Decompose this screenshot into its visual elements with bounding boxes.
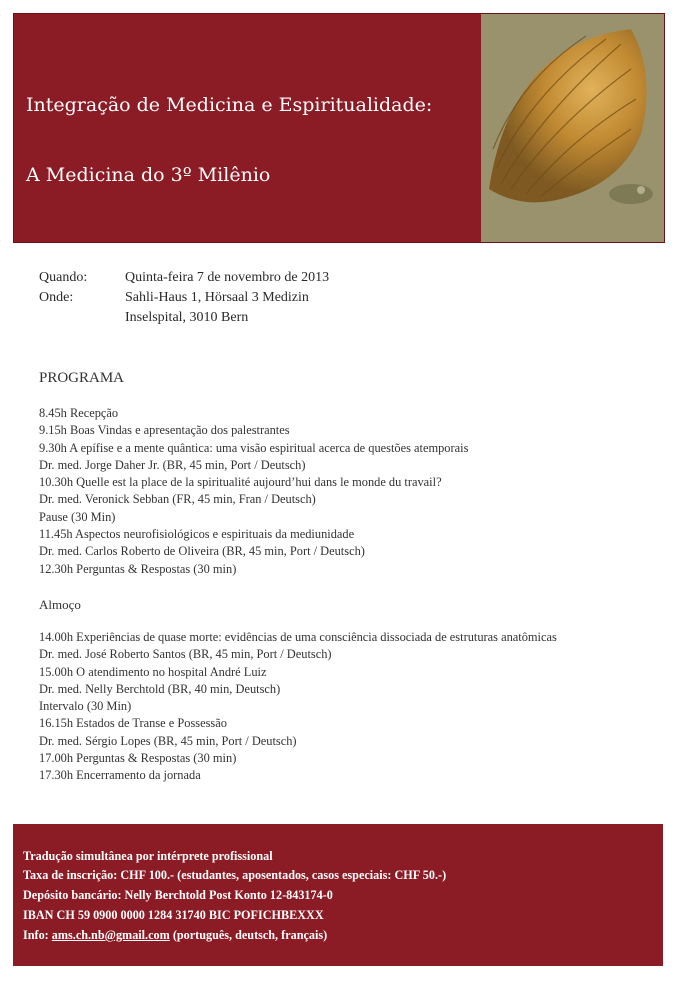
languages-note: (português, deutsch, français) — [172, 928, 328, 942]
when-value: Quinta-feira 7 de novembro de 2013 — [125, 270, 330, 285]
schedule-item: 17.30h Encerramento da jornada — [39, 768, 201, 783]
afternoon-schedule — [39, 629, 557, 785]
schedule-item: Dr. med. Sérgio Lopes (BR, 45 min, Port / Deutsch) — [39, 733, 297, 748]
schedule-item: 15.00h O atendimento no hospital André Luiz — [39, 664, 267, 679]
schedule-item: 12.30h Perguntas & Respostas (30 min) — [39, 561, 237, 576]
bank-deposit: Depósito bancário: Nelly Berchtold Post Konto 12-843174-0 — [23, 888, 333, 902]
schedule-item: 14.00h Experiências de quase morte: evidências de uma consciência dissociada de estruturas anatômicas — [39, 630, 557, 644]
lunch-label: Almoço — [39, 597, 81, 612]
where-line-2: Inselspital, 3010 Bern — [125, 310, 249, 325]
email-link[interactable]: ams.ch.nb@gmail.com — [51, 928, 170, 942]
schedule-item: Dr. med. José Roberto Santos (BR, 45 min, Port / Deutsch) — [39, 647, 332, 662]
schedule-item: 16.15h Estados de Transe e Possessão — [39, 716, 227, 731]
schedule-item: Dr. med. Jorge Daher Jr. (BR, 45 min, Port / Deutsch) — [39, 457, 306, 472]
header-banner — [13, 13, 665, 243]
golden-fossil-image — [481, 14, 664, 242]
translation-note: Tradução simultânea por intérprete profissional — [23, 849, 273, 863]
morning-schedule — [39, 405, 468, 578]
where-row-2 — [39, 310, 329, 330]
schedule-item: 11.45h Aspectos neurofisiológicos e espirituais da mediunidade — [39, 527, 355, 542]
header-artwork — [481, 14, 664, 242]
schedule-item: 8.45h Recepção — [39, 406, 119, 420]
event-info — [39, 270, 329, 330]
when-row — [39, 270, 329, 290]
iban-bic: IBAN CH 59 0900 0000 1284 31740 BIC POFICHBEXXX — [23, 908, 324, 922]
programa-heading: PROGRAMA — [39, 370, 125, 386]
schedule-item: Dr. med. Carlos Roberto de Oliveira (BR, 45 min, Port / Deutsch) — [39, 544, 365, 559]
title-line-1: Integração de Medicina e Espiritualidade: — [26, 94, 433, 116]
schedule-item: Intervalo (30 Min) — [39, 699, 132, 714]
schedule-item: 10.30h Quelle est la place de la spiritualité aujourd’hui dans le monde du travail? — [39, 475, 442, 490]
info-row — [23, 928, 327, 943]
schedule-item: 9.15h Boas Vindas e apresentação dos palestrantes — [39, 423, 290, 438]
where-row — [39, 290, 329, 310]
when-label: Quando: — [39, 270, 88, 285]
schedule-item: Pause (30 Min) — [39, 509, 116, 524]
registration-fee: Taxa de inscrição: CHF 100.- (estudantes, aposentados, casos especiais: CHF 50.-) — [23, 868, 447, 882]
title-line-2: A Medicina do 3º Milênio — [26, 164, 271, 186]
schedule-item: 17.00h Perguntas & Respostas (30 min) — [39, 751, 237, 766]
where-label: Onde: — [39, 290, 74, 305]
schedule-item: Dr. med. Veronick Sebban (FR, 45 min, Fran / Deutsch) — [39, 492, 316, 507]
where-line-1: Sahli-Haus 1, Hörsaal 3 Medizin — [125, 290, 309, 305]
info-label: Info: — [23, 928, 49, 942]
schedule-item: Dr. med. Nelly Berchtold (BR, 40 min, Deutsch) — [39, 681, 281, 696]
schedule-item: 9.30h A epífise e a mente quântica: uma visão espiritual acerca de questões atemporais — [39, 440, 469, 455]
footer-banner — [13, 824, 663, 966]
